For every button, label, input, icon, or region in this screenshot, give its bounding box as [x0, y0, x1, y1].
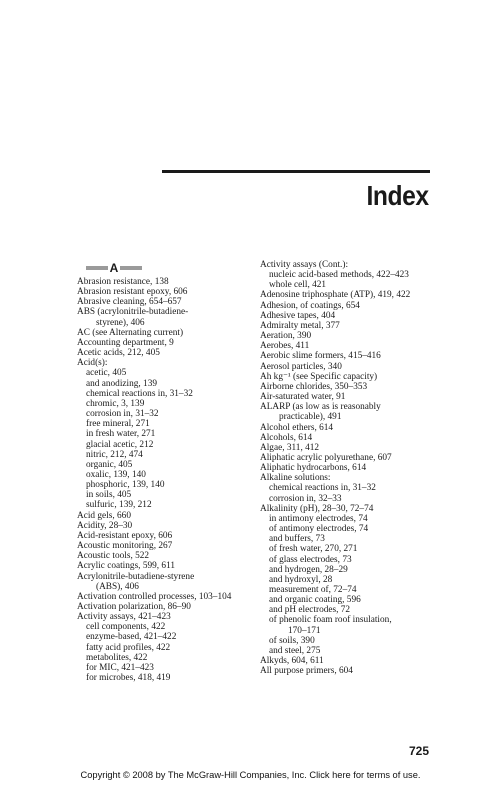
- index-entry: nucleic acid-based methods, 422–423: [269, 270, 409, 281]
- index-entry: chemical reactions in, 31–32: [269, 483, 376, 494]
- index-entry: Alcohols, 614: [260, 432, 313, 443]
- index-entry: Acrylonitrile-butadiene-styrene: [77, 571, 195, 582]
- index-entry: Aeration, 390: [260, 331, 312, 342]
- index-entry: Acid gels, 660: [77, 510, 131, 521]
- index-entry: Accounting department, 9: [77, 337, 174, 348]
- index-entry: of soils, 390: [269, 635, 315, 646]
- index-entry: Acoustic monitoring, 267: [77, 541, 173, 552]
- index-column-left: [77, 260, 249, 683]
- index-entry: corrosion in, 32–33: [269, 493, 342, 504]
- page-title: Index: [366, 180, 429, 211]
- index-entry: in fresh water, 271: [86, 429, 156, 440]
- index-entry: Aerosol particles, 340: [260, 361, 342, 372]
- index-entry: glacial acetic, 212: [86, 439, 154, 450]
- index-entry: Abrasive cleaning, 654–657: [77, 297, 182, 308]
- index-entry: 170–171: [288, 625, 321, 636]
- index-entry: Aliphatic hydrocarbons, 614: [260, 463, 367, 474]
- index-entry: Activity assays (Cont.):: [260, 260, 349, 270]
- index-entry: All purpose primers, 604: [260, 666, 353, 677]
- index-entry: organic, 405: [86, 459, 133, 470]
- index-entry: whole cell, 421: [269, 280, 327, 291]
- index-entry: ABS (acrylonitrile-butadiene-: [77, 307, 189, 318]
- letter-bar-left: [86, 266, 108, 270]
- index-entry: Algae, 311, 412: [260, 442, 320, 453]
- header-rule: [162, 170, 430, 173]
- index-entry: in antimony electrodes, 74: [269, 513, 368, 524]
- index-entry: Alkalinity (pH), 28–30, 72–74: [260, 503, 374, 514]
- index-entry: practicable), 491: [279, 412, 342, 423]
- index-entry: Adhesion, of coatings, 654: [260, 300, 360, 311]
- page-number: 725: [409, 744, 430, 758]
- index-entry: and pH electrodes, 72: [269, 605, 351, 616]
- index-entry: Activation controlled processes, 103–104: [77, 591, 232, 602]
- index-entry: and anodizing, 139: [86, 378, 158, 389]
- index-entry: chemical reactions in, 31–32: [86, 388, 193, 399]
- index-column-right: [260, 260, 435, 676]
- index-entry: ALARP (as low as is reasonably: [260, 402, 381, 413]
- index-entry: Adenosine triphosphate (ATP), 419, 422: [260, 290, 411, 301]
- index-entry: styrene), 406: [96, 317, 145, 328]
- index-entry: corrosion in, 31–32: [86, 409, 159, 420]
- index-entry: and organic coating, 596: [269, 595, 361, 606]
- index-entry: and hydrogen, 28–29: [269, 564, 348, 575]
- index-entry: acetic, 405: [86, 368, 127, 379]
- index-entry: oxalic, 139, 140: [86, 469, 146, 480]
- index-entry: and steel, 275: [269, 645, 321, 656]
- index-entry: of antimony electrodes, 74: [269, 524, 369, 535]
- index-entry: Admiralty metal, 377: [260, 320, 340, 331]
- index-entry: Acid-resistant epoxy, 606: [77, 530, 173, 541]
- index-entry: of fresh water, 270, 271: [269, 544, 358, 555]
- section-letter: A: [109, 260, 119, 275]
- index-entry: AC (see Alternating current): [77, 327, 184, 338]
- index-entry: Acrylic coatings, 599, 611: [77, 561, 176, 572]
- index-entry: Alkaline solutions:: [260, 473, 331, 484]
- index-entry: nitric, 212, 474: [86, 449, 143, 460]
- index-entry: measurement of, 72–74: [269, 585, 357, 595]
- index-entry: of phenolic foam roof insulation,: [269, 615, 392, 626]
- index-entry: (ABS), 406: [96, 581, 139, 592]
- index-list-left: [77, 277, 249, 683]
- index-entry: free mineral, 271: [86, 419, 150, 430]
- index-entry: Alcohol ethers, 614: [260, 422, 334, 433]
- index-entry: Adhesive tapes, 404: [260, 310, 336, 321]
- copyright-notice[interactable]: Copyright © 2008 by The McGraw-Hill Companies, Inc. Click here for terms of use.: [80, 770, 421, 780]
- index-entry: fatty acid profiles, 422: [86, 642, 171, 653]
- index-entry: cell components, 422: [86, 622, 166, 633]
- section-letter-heading: [77, 260, 151, 276]
- index-entry: Acetic acids, 212, 405: [77, 348, 160, 359]
- index-entry: and hydroxyl, 28: [269, 574, 333, 585]
- index-entry: Abrasion resistant epoxy, 606: [77, 287, 188, 298]
- index-entry: sulfuric, 139, 212: [86, 500, 152, 511]
- letter-bar-right: [120, 266, 142, 270]
- index-entry: phosphoric, 139, 140: [86, 480, 165, 491]
- index-entry: Alkyds, 604, 611: [260, 656, 324, 667]
- index-entry: chromic, 3, 139: [86, 398, 145, 409]
- index-entry: and buffers, 73: [269, 534, 325, 545]
- index-entry: for MIC, 421–423: [86, 662, 154, 673]
- index-entry: enzyme-based, 421–422: [86, 632, 177, 643]
- index-entry: Acidity, 28–30: [77, 520, 133, 531]
- index-list-right: [260, 260, 435, 676]
- index-entry: Aliphatic acrylic polyurethane, 607: [260, 452, 392, 463]
- index-entry: for microbes, 418, 419: [86, 673, 171, 684]
- index-entry: Ah kg⁻¹ (see Specific capacity): [260, 371, 378, 382]
- index-entry: metabolites, 422: [86, 652, 148, 663]
- index-entry: Air-saturated water, 91: [260, 392, 346, 403]
- index-entry: Aerobic slime formers, 415–416: [260, 351, 381, 362]
- index-entry: Airborne chlorides, 350–353: [260, 381, 368, 392]
- index-entry: Abrasion resistance, 138: [77, 277, 169, 287]
- index-entry: of glass electrodes, 73: [269, 554, 352, 565]
- index-entry: Activity assays, 421–423: [77, 612, 171, 623]
- index-entry: in soils, 405: [86, 490, 132, 501]
- index-entry: Acid(s):: [77, 358, 108, 369]
- index-entry: Aerobes, 411: [260, 341, 310, 352]
- index-entry: Activation polarization, 86–90: [77, 602, 191, 612]
- index-entry: Acoustic tools, 522: [77, 551, 150, 562]
